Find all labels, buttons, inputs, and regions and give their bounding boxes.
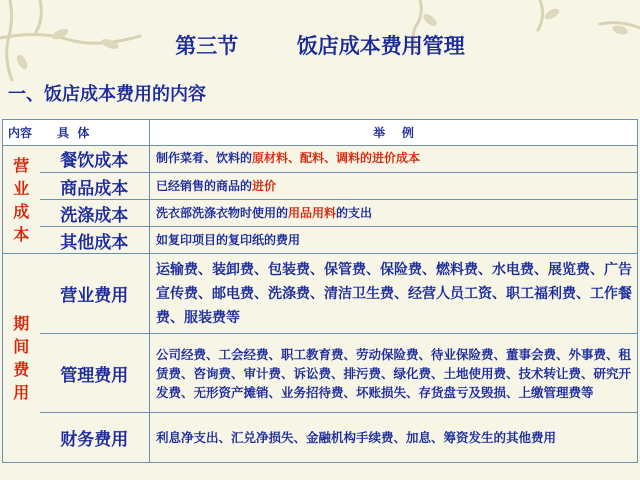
example-text: 利息净支出、汇兑净损失、金融机构手续费、加息、筹资发生的其他费用 bbox=[156, 430, 557, 446]
table-row bbox=[3, 145, 638, 172]
col-header-content: 内容 具 体 bbox=[3, 120, 150, 146]
item-label: 餐饮成本 bbox=[40, 145, 150, 172]
example-text: 运输费、装卸费、包装费、保管费、保险费、燃料费、水电费、展览费、广告宣传费、邮电费、洗涤费、清洁卫生费、经营人员工资、职工福利费、工作餐费、服装费等 bbox=[156, 261, 632, 326]
table-header-row bbox=[3, 120, 638, 146]
category-char: 费 bbox=[13, 360, 30, 380]
example-cell bbox=[150, 413, 638, 463]
example-cell bbox=[150, 200, 638, 227]
section-title: 第三节 饭店成本费用管理 bbox=[175, 34, 465, 58]
example-text: 洗衣部洗涤衣物时使用的 bbox=[156, 205, 289, 220]
example-highlight: 原材料、配料、调料的进价成本 bbox=[252, 151, 421, 166]
table-row bbox=[3, 173, 638, 200]
example-cell bbox=[150, 334, 638, 413]
category-period-expense bbox=[3, 254, 40, 463]
table-row bbox=[3, 227, 638, 254]
col-header-example: 举 例 bbox=[150, 120, 638, 146]
category-operating-cost bbox=[3, 145, 40, 253]
example-text: 已经销售的商品的 bbox=[156, 178, 253, 193]
item-label: 营业费用 bbox=[40, 254, 150, 334]
table-row bbox=[3, 254, 638, 334]
example-highlight: 进价 bbox=[252, 178, 277, 193]
subtitle: 一、饭店成本费用的内容 bbox=[8, 84, 206, 105]
example-text: 如复印项目的复印纸的费用 bbox=[156, 232, 301, 247]
example-text: 制作菜肴、饮料的 bbox=[156, 151, 253, 166]
example-highlight: 用品用料 bbox=[288, 205, 337, 220]
category-char: 成 bbox=[13, 201, 30, 221]
example-cell bbox=[150, 227, 638, 254]
example-cell bbox=[150, 254, 638, 334]
item-label: 洗涤成本 bbox=[40, 200, 150, 227]
category-char: 用 bbox=[13, 383, 30, 403]
example-text: 的支出 bbox=[336, 205, 373, 220]
example-text: 公司经费、工会经费、职工教育费、劳动保险费、待业保险费、董事会费、外事费、租赁费、咨询费、审计费、诉讼费、排污费、绿化费、土地使用费、技术转让费、研究开发费、无形资产摊销、业务招待费、坏账损失、存货盘亏及毁损、上缴管理费等 bbox=[156, 346, 632, 400]
category-char: 业 bbox=[13, 178, 30, 198]
example-cell bbox=[150, 173, 638, 200]
table-row bbox=[3, 334, 638, 413]
item-label: 其他成本 bbox=[40, 227, 150, 254]
cost-table bbox=[2, 119, 638, 463]
item-label: 财务费用 bbox=[40, 413, 150, 463]
table-row bbox=[3, 413, 638, 463]
item-label: 管理费用 bbox=[40, 334, 150, 413]
category-char: 本 bbox=[13, 224, 30, 244]
category-char: 营 bbox=[13, 155, 30, 175]
item-label: 商品成本 bbox=[40, 173, 150, 200]
category-char: 间 bbox=[13, 337, 30, 357]
table-row bbox=[3, 200, 638, 227]
category-char: 期 bbox=[13, 314, 30, 334]
example-cell bbox=[150, 145, 638, 172]
